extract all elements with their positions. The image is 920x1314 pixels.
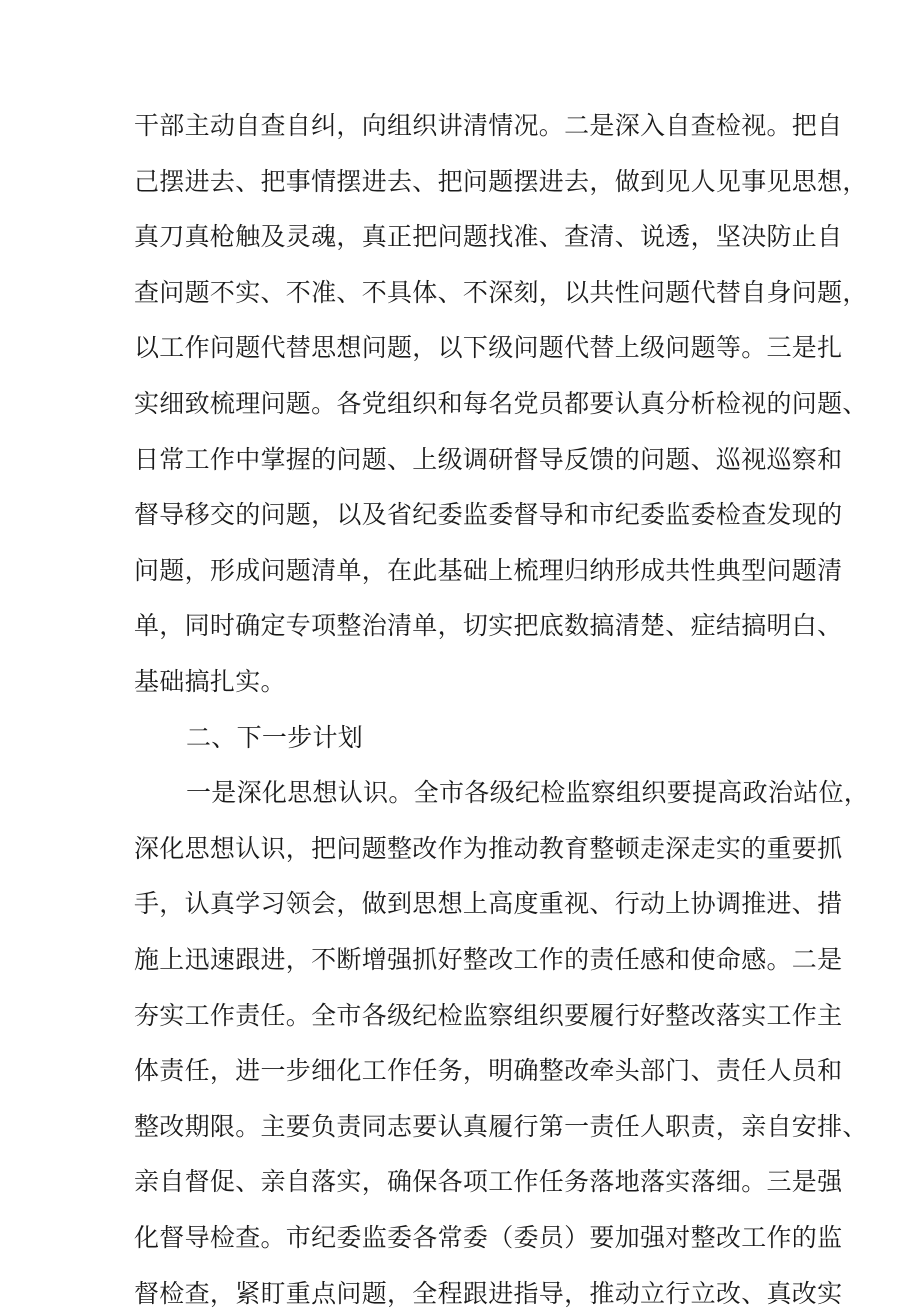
paragraph-2-line-2: 深化思想认识，把问题整改作为推动教育整顿走深走实的重要抓 bbox=[134, 834, 843, 863]
paragraph-2-line-3: 手，认真学习领会，做到思想上高度重视、行动上协调推进、措 bbox=[134, 889, 843, 918]
paragraph-1-line-7: 日常工作中掌握的问题、上级调研督导反馈的问题、巡视巡察和 bbox=[134, 445, 843, 474]
paragraph-1-line-6: 实细致梳理问题。各党组织和每名党员都要认真分析检视的问题、 bbox=[134, 389, 868, 418]
paragraph-2-line-10: 督检查，紧盯重点问题，全程跟进指导，推动立行立改、真改实 bbox=[134, 1279, 843, 1308]
paragraph-2-line-5: 夯实工作责任。全市各级纪检监察组织要履行好整改落实工作主 bbox=[134, 1001, 843, 1030]
section-heading: 二、下一步计划 bbox=[186, 723, 364, 752]
paragraph-2-line-9: 化督导检查。市纪委监委各常委（委员）要加强对整改工作的监 bbox=[134, 1223, 843, 1252]
paragraph-1-line-8: 督导移交的问题，以及省纪委监委督导和市纪委监委检查发现的 bbox=[134, 500, 843, 529]
paragraph-1-line-5: 以工作问题代替思想问题，以下级问题代替上级问题等。三是扎 bbox=[134, 333, 843, 362]
paragraph-1-line-11: 基础搞扎实。 bbox=[134, 667, 286, 696]
paragraph-2-line-6: 体责任，进一步细化工作任务，明确整改牵头部门、责任人员和 bbox=[134, 1056, 843, 1085]
paragraph-2-line-7: 整改期限。主要负责同志要认真履行第一责任人职责，亲自安排、 bbox=[134, 1112, 868, 1141]
paragraph-2-line-1: 一是深化思想认识。全市各级纪检监察组织要提高政治站位， bbox=[186, 778, 870, 807]
paragraph-2-line-4: 施上迅速跟进，不断增强抓好整改工作的责任感和使命感。二是 bbox=[134, 945, 843, 974]
paragraph-1-line-3: 真刀真枪触及灵魂，真正把问题找准、查清、说透，坚决防止自 bbox=[134, 222, 843, 251]
paragraph-1-line-2: 己摆进去、把事情摆进去、把问题摆进去，做到见人见事见思想， bbox=[134, 167, 868, 196]
paragraph-1-line-9: 问题，形成问题清单，在此基础上梳理归纳形成共性典型问题清 bbox=[134, 556, 843, 585]
paragraph-1-line-10: 单，同时确定专项整治清单，切实把底数搞清楚、症结搞明白、 bbox=[134, 611, 843, 640]
paragraph-1-line-4: 查问题不实、不准、不具体、不深刻，以共性问题代替自身问题， bbox=[134, 278, 868, 307]
paragraph-2-line-8: 亲自督促、亲自落实，确保各项工作任务落地落实落细。三是强 bbox=[134, 1167, 843, 1196]
paragraph-1-line-1: 干部主动自查自纠，向组织讲清情况。二是深入自查检视。把自 bbox=[134, 111, 843, 140]
